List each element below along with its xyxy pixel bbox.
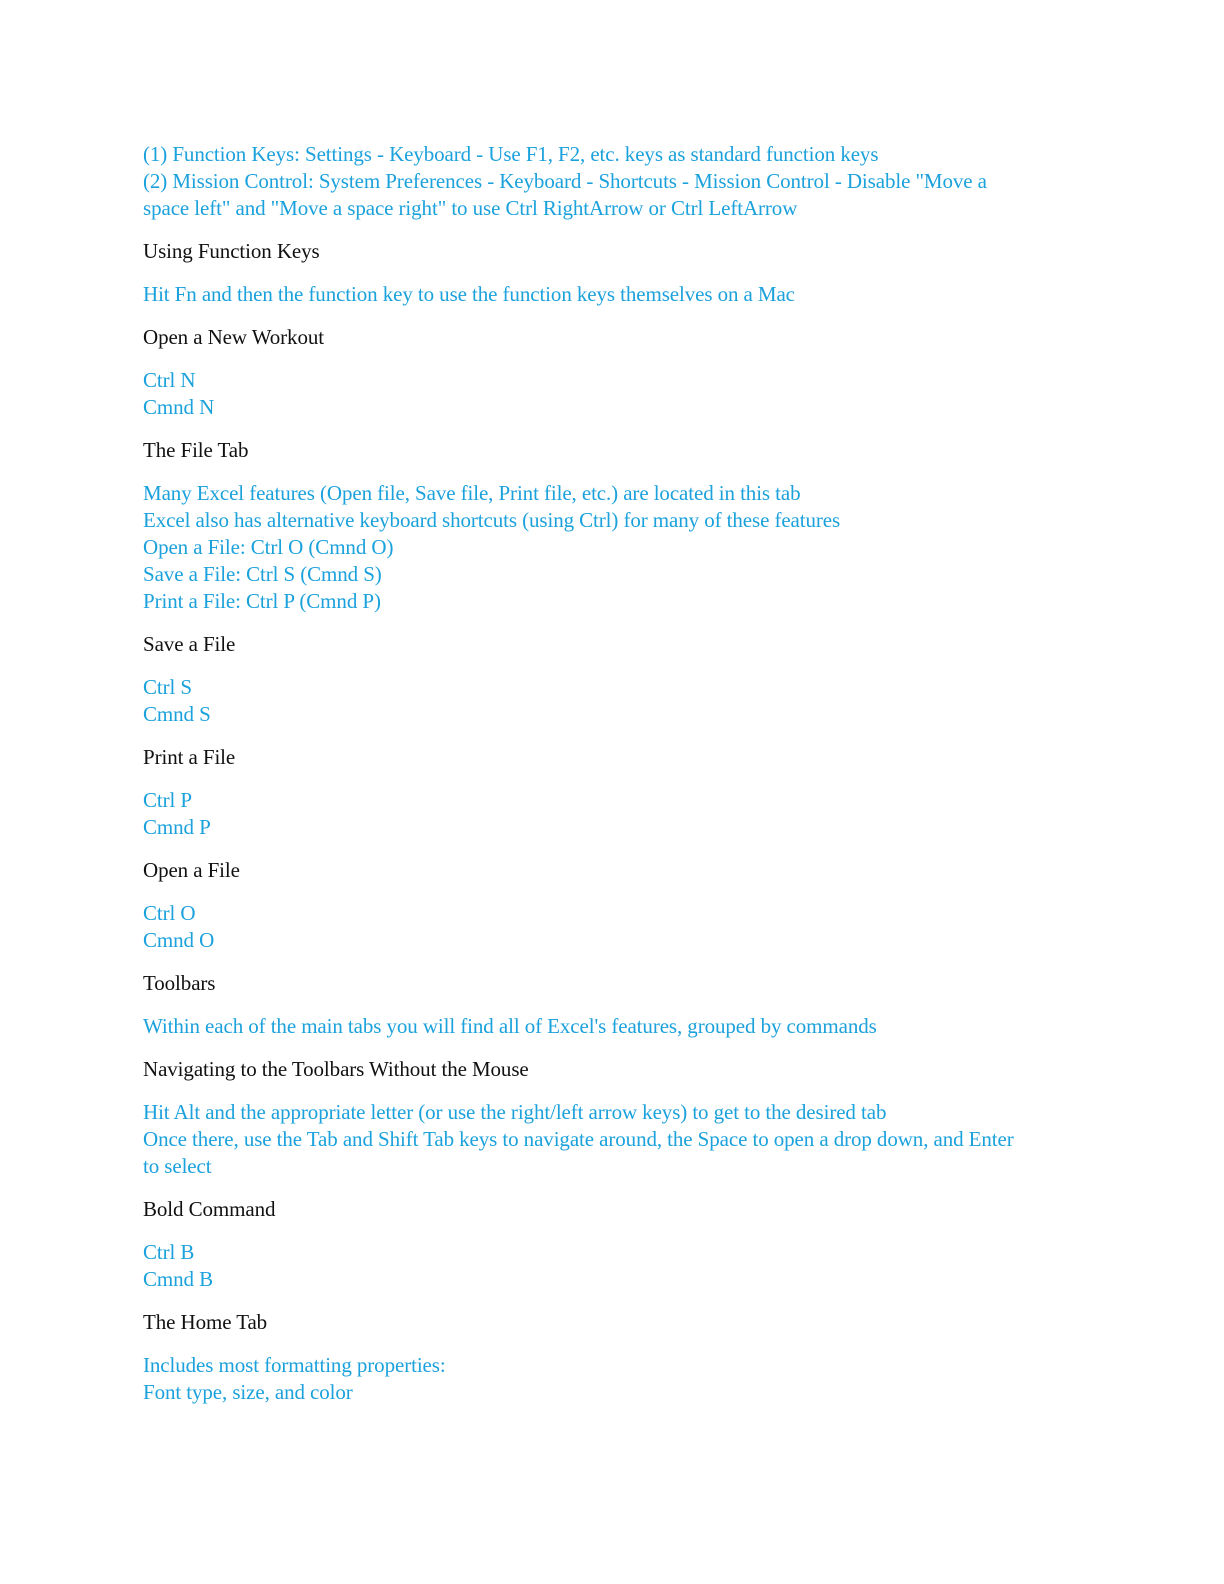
section-heading: Open a New Workout: [143, 325, 324, 349]
body-line: Cmnd N: [143, 395, 215, 419]
intro-line: space left" and "Move a space right" to use Ctrl RightArrow or Ctrl LeftArrow: [143, 196, 798, 220]
section-body: [143, 480, 1083, 615]
section-body: [143, 1099, 1083, 1180]
section-heading: Toolbars: [143, 971, 216, 995]
section-heading: Using Function Keys: [143, 239, 320, 263]
section-body: [143, 1013, 1083, 1040]
body-line: Once there, use the Tab and Shift Tab keys to navigate around, the Space to open a drop down, and Enter: [143, 1127, 1014, 1151]
intro-notes: [143, 141, 1083, 222]
document-page: [143, 141, 1083, 1422]
section-heading: Print a File: [143, 745, 236, 769]
body-line: Cmnd S: [143, 702, 211, 726]
section-body: [143, 1239, 1083, 1293]
section-body: [143, 1352, 1083, 1406]
section-heading: The File Tab: [143, 438, 249, 462]
body-line: Cmnd B: [143, 1267, 213, 1291]
body-line: Ctrl O: [143, 901, 196, 925]
body-line: Ctrl S: [143, 675, 192, 699]
body-line: Excel also has alternative keyboard shortcuts (using Ctrl) for many of these features: [143, 508, 841, 532]
body-line: Within each of the main tabs you will find all of Excel's features, grouped by commands: [143, 1014, 877, 1038]
section-heading: Navigating to the Toolbars Without the Mouse: [143, 1057, 529, 1081]
intro-line: (1) Function Keys: Settings - Keyboard - Use F1, F2, etc. keys as standard function keys: [143, 142, 879, 166]
section-heading: Bold Command: [143, 1197, 276, 1221]
body-line: Many Excel features (Open file, Save file, Print file, etc.) are located in this tab: [143, 481, 801, 505]
intro-line: (2) Mission Control: System Preferences - Keyboard - Shortcuts - Mission Control - Disable "Move a: [143, 169, 987, 193]
body-line: Ctrl P: [143, 788, 192, 812]
section-heading: The Home Tab: [143, 1310, 268, 1334]
body-line: to select: [143, 1154, 212, 1178]
body-line: Open a File: Ctrl O (Cmnd O): [143, 535, 394, 559]
section-body: [143, 281, 1083, 308]
body-line: Includes most formatting properties:: [143, 1353, 446, 1377]
body-line: Cmnd O: [143, 928, 215, 952]
body-line: Hit Alt and the appropriate letter (or use the right/left arrow keys) to get to the desired tab: [143, 1100, 887, 1124]
section-body: [143, 674, 1083, 728]
section-body: [143, 367, 1083, 421]
body-line: Cmnd P: [143, 815, 211, 839]
body-line: Font type, size, and color: [143, 1380, 353, 1404]
body-line: Print a File: Ctrl P (Cmnd P): [143, 589, 381, 613]
body-line: Ctrl N: [143, 368, 196, 392]
body-line: Save a File: Ctrl S (Cmnd S): [143, 562, 382, 586]
section-heading: Save a File: [143, 632, 236, 656]
section-heading: Open a File: [143, 858, 240, 882]
body-line: Hit Fn and then the function key to use the function keys themselves on a Mac: [143, 282, 795, 306]
body-line: Ctrl B: [143, 1240, 195, 1264]
section-body: [143, 787, 1083, 841]
section-body: [143, 900, 1083, 954]
